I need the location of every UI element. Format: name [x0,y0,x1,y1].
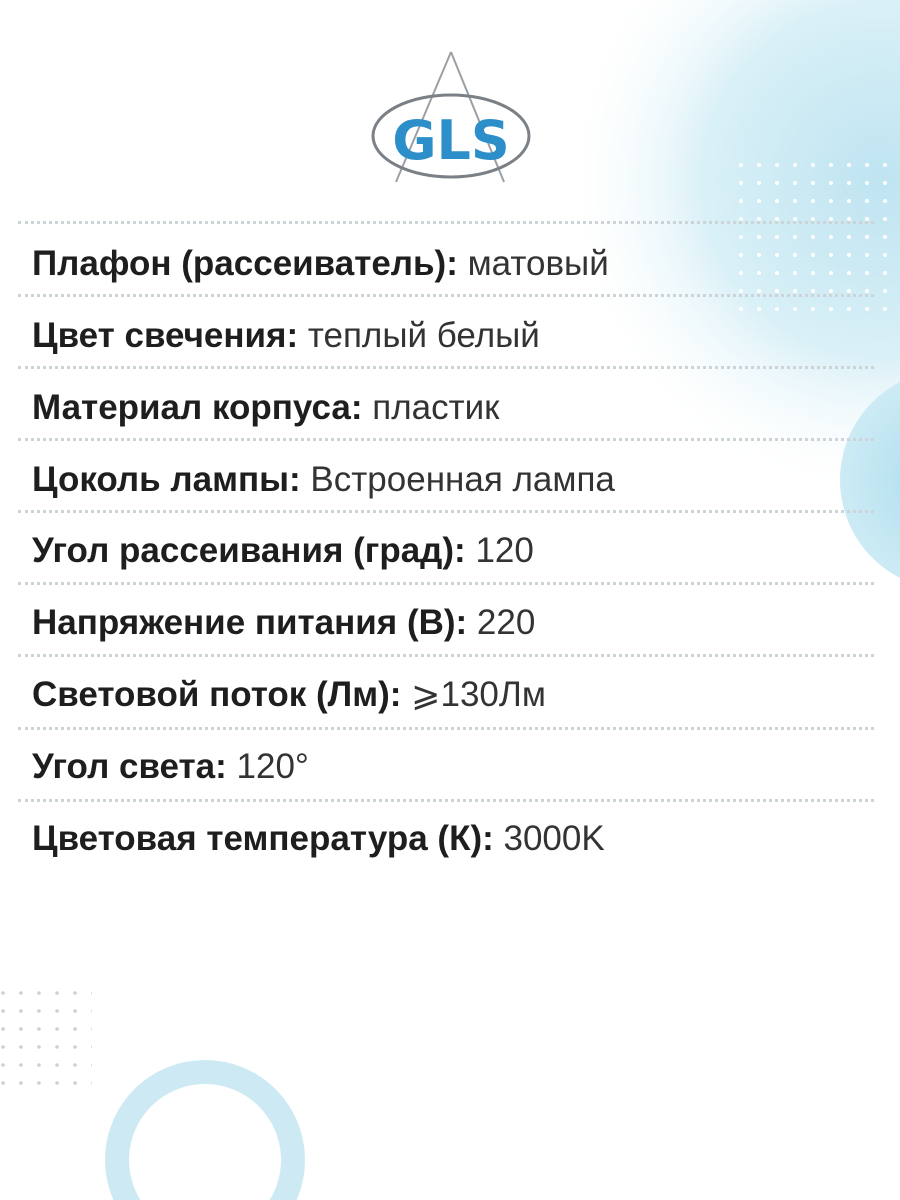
spec-value: 220 [476,603,536,642]
spec-value: 3000K [503,819,605,858]
spec-value: пластик [372,388,500,427]
separator [18,799,874,802]
separator [18,221,874,224]
separator [18,366,874,369]
spec-label: Цоколь лампы: [32,460,311,499]
spec-label: Плафон (рассеиватель): [32,244,468,283]
spec-value: 120° [236,747,309,786]
separator [18,294,874,297]
spec-label: Цветовая температура (К): [32,819,504,858]
separator [18,510,874,513]
spec-row [32,743,882,791]
separator [18,582,874,585]
spec-value: 120 [475,531,534,570]
spec-label: Цвет свечения: [32,316,308,355]
spec-value: теплый белый [307,316,540,355]
spec-label: Угол света: [32,747,237,786]
spec-row [32,599,882,647]
spec-value: Встроенная лампа [310,460,615,499]
spec-label: Угол рассеивания (град): [32,531,476,570]
separator [18,727,874,730]
spec-row [32,671,882,719]
spec-row [32,815,882,863]
spec-row [32,240,882,288]
spec-row [32,527,882,575]
logo-text: GLS [392,109,510,172]
separator [18,438,874,441]
spec-label: Материал корпуса: [32,388,373,427]
spec-label: Напряжение питания (В): [32,603,477,642]
spec-row [32,312,882,360]
spec-row [32,384,882,432]
spec-value: матовый [467,244,609,283]
separator [18,654,874,657]
spec-row [32,456,882,504]
spec-label: Световой поток (Лм): [32,675,412,714]
spec-value: ⩾130Лм [411,675,546,714]
